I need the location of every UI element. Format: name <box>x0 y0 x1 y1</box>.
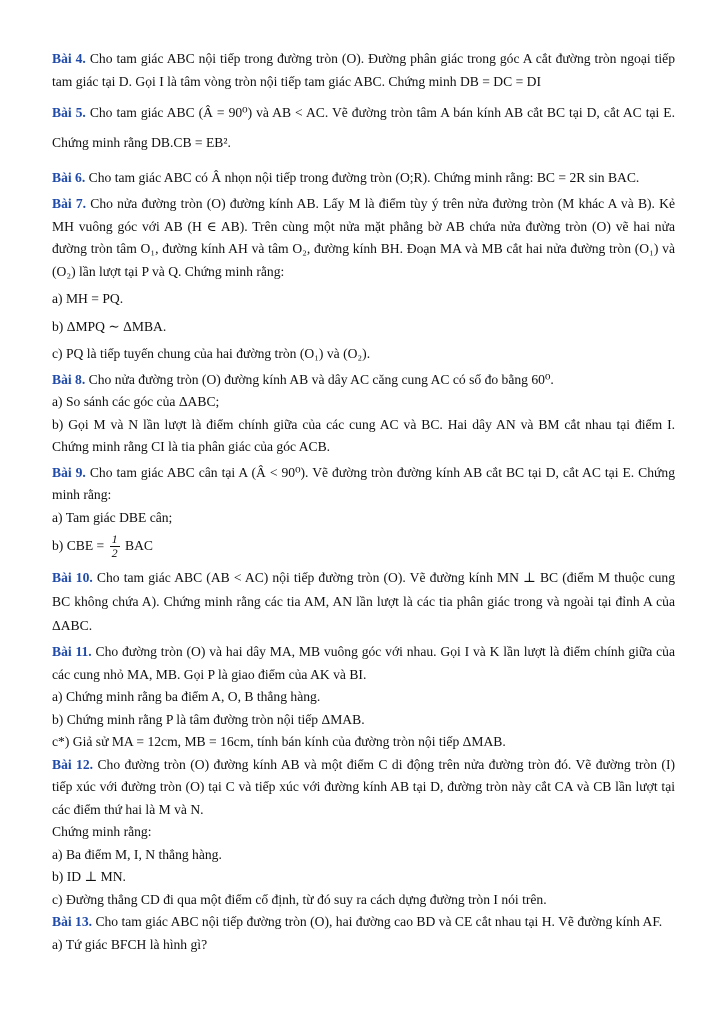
problem-label: Bài 13. <box>52 914 93 929</box>
problem-text: Cho nửa đường tròn (O) đường kính AB và dây AC căng cung AC có số đo bằng 60⁰. <box>88 371 554 387</box>
problem-9-part-b <box>52 529 675 563</box>
problem-label: Bài 11. <box>52 644 92 659</box>
problem-12-part-a: a) Ba điểm M, I, N thẳng hàng. <box>52 846 222 862</box>
problem-8 <box>52 369 675 459</box>
problem-text: Cho tam giác ABC nội tiếp đường tròn (O), hai đường cao BD và CE cắt nhau tại H. Vẽ đường kính AF. <box>95 914 663 929</box>
problem-label: Bài 5. <box>52 105 86 120</box>
problem-label: Bài 10. <box>52 570 93 585</box>
fraction <box>110 533 120 560</box>
problem-label: Bài 7. <box>52 196 87 211</box>
fraction-numerator: 1 <box>111 532 118 547</box>
problem-text: Cho nửa đường tròn (O) đường kính AB. Lấy M là điểm tùy ý trên nửa đường tròn (M khác A và B). Kẻ MH vuông góc với AB (H ∈ AB). Trên cùng một nửa mặt phẳng bờ AB chứa nửa đường tròn (O) vẽ hai nửa đường tròn tâm O₁, đường kính AH và tâm O₂, đường kính BH. Đoạn MA và MB cắt hai nửa đường tròn (O₁) và (O₂) lần lượt tại P và Q. Chứng minh rằng: <box>52 196 675 279</box>
problem-8-part-a: a) So sánh các góc của ΔABC; <box>52 394 220 409</box>
document-page <box>52 48 675 956</box>
problem-11-part-c: c*) Giả sử MA = 12cm, MB = 16cm, tính bán kính của đường tròn nội tiếp ΔMAB. <box>52 734 506 749</box>
problem-11-part-a: a) Chứng minh rằng ba điểm A, O, B thẳng hàng. <box>52 689 321 704</box>
problem-label: Bài 4. <box>52 51 86 66</box>
problem-6 <box>52 163 675 193</box>
problem-text: Cho đường tròn (O) đường kính AB và một điểm C di động trên nửa đường tròn đó. Vẽ đường tròn (I) tiếp xúc với đường tròn (O) tại C và tiếp xúc với đường kính AB tại D, đường tròn này cắt CA và CB lần lượt tại các điểm thứ hai là M và N. <box>52 756 676 817</box>
problem-text: Cho đường tròn (O) và hai dây MA, MB vuông góc với nhau. Gọi I và K lần lượt là điểm chính giữa của các cung nhỏ MA, MB. Gọi P là giao điểm của AK và BI. <box>52 644 675 682</box>
problem-11 <box>52 641 675 754</box>
problem-9 <box>52 462 675 564</box>
problem-13 <box>52 911 675 956</box>
problem-5 <box>52 98 675 158</box>
problem-12-lead: Chứng minh rằng: <box>52 824 152 839</box>
problem-11-part-b: b) Chứng minh rằng P là tâm đường tròn nội tiếp ΔMAB. <box>52 711 365 727</box>
fraction-denominator: 2 <box>111 546 118 561</box>
problem-7-part-b: b) ΔMPQ ∼ ΔMBA. <box>52 318 167 334</box>
problem-label: Bài 9. <box>52 464 86 480</box>
problem-text: Cho tam giác ABC có Â nhọn nội tiếp trong đường tròn (O;R). Chứng minh rằng: BC = 2R sin BAC. <box>88 170 640 185</box>
problem-7 <box>52 193 675 366</box>
problem-4 <box>52 48 675 93</box>
formula-prefix: b) CBE = <box>52 538 105 553</box>
problem-12 <box>52 754 675 912</box>
problem-8-part-b: b) Gọi M và N lần lượt là điểm chính giữa của các cung AC và BC. Hai dây AN và BM cắt nhau tại điểm I. Chứng minh rằng CI là tia phân giác của góc ACB. <box>52 416 675 454</box>
problem-text: Cho tam giác ABC (AB < AC) nội tiếp đường tròn (O). Vẽ đường kính MN ⊥ BC (điểm M thuộc cung BC không chứa A). Chứng minh rằng các tia AM, AN lần lượt là các tia phân giác trong và ngoài tại đỉnh A của ΔABC. <box>52 570 676 633</box>
problem-9-part-a: a) Tam giác DBE cân; <box>52 509 173 525</box>
problem-7-part-c: c) PQ là tiếp tuyến chung của hai đường tròn (O₁) và (O₂). <box>52 346 371 361</box>
problem-text: Cho tam giác ABC nội tiếp trong đường tròn (O). Đường phân giác trong góc A cắt đường tròn ngoại tiếp tam giác tại D. Gọi I là tâm vòng tròn nội tiếp tam giác ABC. Chứng minh DB = DC = DI <box>52 51 676 89</box>
problem-label: Bài 8. <box>52 371 86 387</box>
problem-7-part-a: a) MH = PQ. <box>52 291 124 306</box>
problem-12-part-c: c) Đường thẳng CD đi qua một điểm cố định, từ đó suy ra cách dựng đường tròn I nói trên. <box>52 891 547 907</box>
problem-12-part-b: b) ID ⊥ MN. <box>52 869 126 884</box>
formula-suffix: BAC <box>125 538 153 553</box>
problem-10 <box>52 566 675 638</box>
problem-label: Bài 12. <box>52 756 94 772</box>
problem-13-part-a: a) Tứ giác BFCH là hình gì? <box>52 936 208 952</box>
problem-text: Cho tam giác ABC cân tại A (Â < 90⁰). Vẽ đường tròn đường kính AB cắt BC tại D, cắt AC tại E. Chứng minh rằng: <box>52 464 676 502</box>
problem-label: Bài 6. <box>52 170 86 185</box>
problem-text: Cho tam giác ABC (Â = 90⁰) và AB < AC. Vẽ đường tròn tâm A bán kính AB cắt BC tại D, cắt AC tại E. Chứng minh rằng DB.CB = EB². <box>52 105 675 150</box>
